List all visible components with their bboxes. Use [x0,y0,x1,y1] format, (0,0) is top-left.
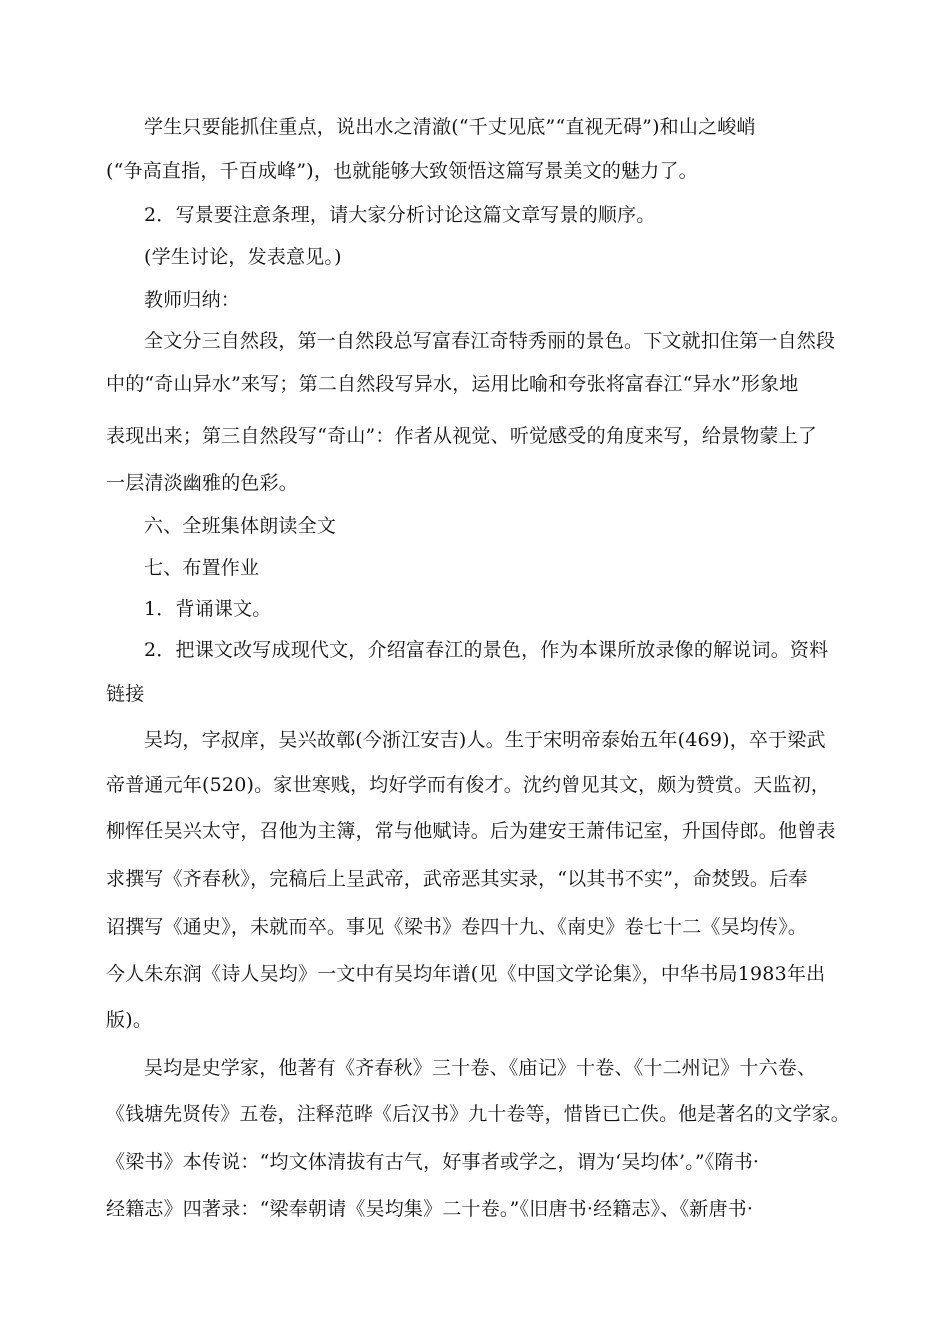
text-line: 吴均，字叔庠，吴兴故鄣(今浙江安吉)人。生于宋明帝泰始五年(469)，卒于梁武 [144,729,826,751]
text-line: 诏撰写《通史》，未就而卒。事见《梁书》卷四十九、《南史》卷七十二《吴均传》。 [106,916,808,938]
text-line: 《梁书》本传说：“均文体清拔有古气，好事者或学之，谓为‘吴均体’。”《隋书· [106,1151,760,1173]
text-line: 表现出来；第三自然段写“奇山”：作者从视觉、听觉感受的角度来写，给景物蒙上了 [106,425,818,447]
text-line: 链接 [106,683,145,705]
text-line: 经籍志》四著录：“梁奉朝请《吴均集》二十卷。”《旧唐书·经籍志》、《新唐书· [106,1198,754,1220]
text-line: 六、全班集体朗读全文 [144,515,337,537]
text-line: 学生只要能抓住重点，说出水之清澈(“千丈见底”“直视无碍”)和山之峻峭 [144,116,756,138]
text-line: 《钱塘先贤传》五卷，注释范晔《后汉书》九十卷等，惜皆已亡佚。他是著名的文学家。 [106,1103,850,1125]
text-line: 七、布置作业 [144,557,260,579]
text-line: 一层清淡幽雅的色彩。 [106,472,299,494]
text-line: 2．写景要注意条理，请大家分析讨论这篇文章写景的顺序。 [144,204,656,226]
text-line: 2．把课文改写成现代文，介绍富春江的景色，作为本课所放录像的解说词。资料 [144,639,829,661]
text-line: (“争高直指，千百成峰”)，也就能够大致领悟这篇写景美文的魅力了。 [106,160,698,182]
text-line: 全文分三自然段，第一自然段总写富春江奇特秀丽的景色。下文就扣住第一自然段 [144,330,836,352]
text-line: 版)。 [106,1009,153,1031]
text-line: (学生讨论，发表意见。) [144,246,342,268]
text-line: 柳恽任吴兴太守，召他为主簿，常与他赋诗。后为建安王萧伟记室，升国侍郎。他曾表 [106,820,836,842]
text-line: 1．背诵课文。 [144,598,272,620]
text-line: 教师归纳： [144,289,241,311]
text-line: 中的“奇山异水”来写；第二自然段写异水，运用比喻和夸张将富春江“异水”形象地 [106,373,799,395]
text-line: 今人朱东润《诗人吴均》一文中有吴均年谱(见《中国文学论集》，中华书局1983年出 [106,963,826,985]
text-line: 吴均是史学家，他著有《齐春秋》三十卷、《庙记》十卷、《十二州记》十六卷、 [144,1057,817,1079]
text-line: 求撰写《齐春秋》，完稿后上呈武帝，武帝恶其实录，“以其书不实”，命焚毁。后奉 [106,868,808,890]
text-line: 帝普通元年(520)。家世寒贱，均好学而有俊才。沈约曾见其文，颇为赞赏。天监初， [106,774,831,796]
